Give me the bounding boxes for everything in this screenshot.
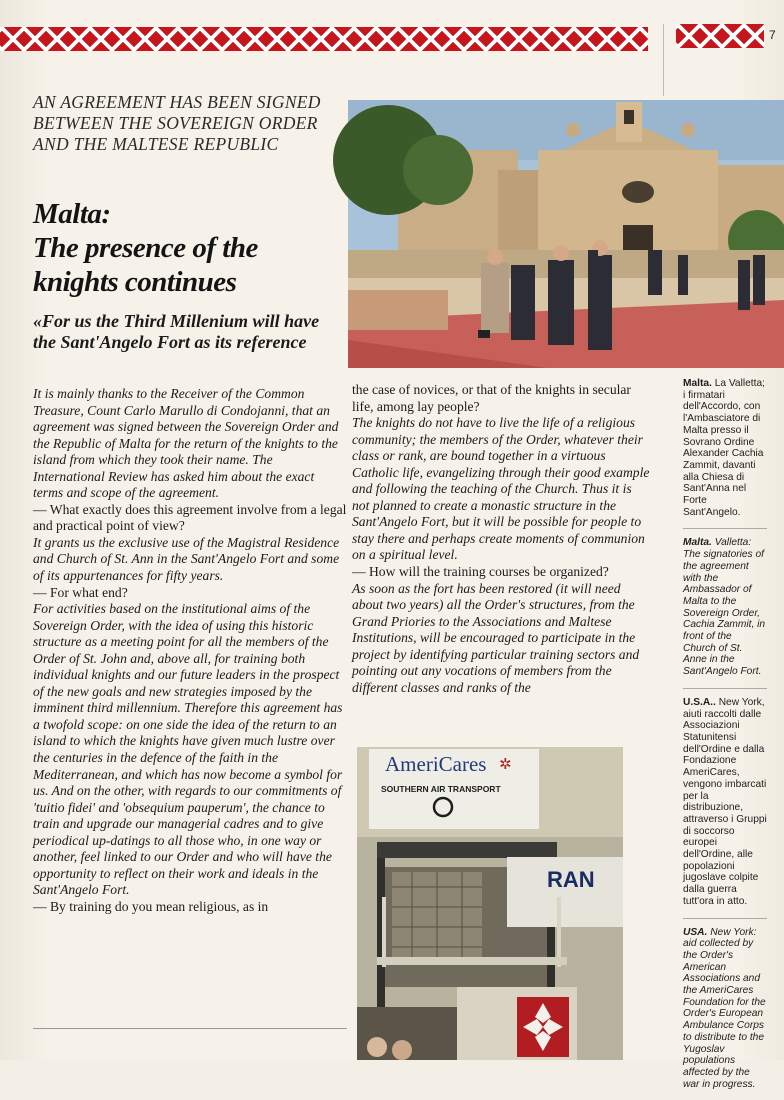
photo-signatories: [348, 100, 784, 368]
sign-brand: AmeriCares: [385, 752, 487, 776]
kicker: AN AGREEMENT HAS BEEN SIGNED BETWEEN THE SOVEREIGN ORDER AND THE MALTESE REPUBLIC: [33, 92, 321, 154]
answer-paragraph: As soon as the fort has been restored (it will need about two years) all the Order's structures, from the Grand Priories to the Associations and Maltese Institutions, will be encouraged to participate in the project by identifying particular training sectors and pointing out any vocations of members from the different classes and ranks of the: [352, 580, 640, 695]
caption-usa-english: [683, 927, 767, 1091]
caption-text: New York: aid collected by the Order's American Associations and the AmeriCares Foundation for the Order's European Ambulance Corps to distribute to the Yugoslav populations affected by the war in progress.: [683, 926, 766, 1090]
body-column-1: [33, 386, 347, 916]
sign-subtitle: SOUTHERN AIR TRANSPORT: [381, 784, 501, 794]
caption-lead: Malta.: [683, 537, 712, 549]
headline-line: The presence of the: [33, 232, 258, 264]
caption-divider: [683, 688, 767, 689]
answer-paragraph: The knights do not have to live the life of a religious community; the members of the Order, whatever their class or rank, are bound together in a virtuous Catholic life, evangelizing through their good example and following the teaching of the Church. Thus it is not planned to create a monastic structure in the Sant'Angelo Fort, but it will be possible for people to stay there and perhaps create moments of communion on a spiritual level.: [352, 415, 650, 563]
sign-star-icon: ✲: [499, 755, 512, 773]
fuselage-lettering: RAN: [547, 867, 595, 892]
caption-lead: Malta.: [683, 378, 712, 389]
question-paragraph: — How will the training courses be organized?: [352, 564, 609, 580]
caption-malta-english: [683, 537, 767, 677]
divider: [663, 24, 664, 96]
caption-lead: USA.: [683, 926, 708, 938]
page-number: 7: [769, 28, 776, 42]
headline-line: knights continues: [33, 266, 237, 298]
question-paragraph: — For what end?: [33, 584, 128, 600]
headline-line: Malta:: [33, 198, 111, 230]
question-paragraph: — By training do you mean religious, as in: [33, 898, 269, 914]
body-column-2: [352, 382, 652, 696]
caption-text: La Valletta; i firmatari dell'Accordo, con l'Ambasciatore di Malta presso il Sovrano Ordine Alexander Cachia Zammit, davanti alla Chiesa di Sant'Anna nel Forte Sant'Angelo.: [683, 378, 765, 518]
caption-text: Valletta: The signatories of the agreement with the Ambassador of Malta to the Sovereign Order, Cachia Zammit, in front of the Church of St. Anne in the Sant'Angelo Fort.: [683, 537, 766, 678]
caption-usa-italian: [683, 697, 767, 908]
answer-paragraph: For activities based on the institutional aims of the Sovereign Order, with the idea of using this historic structure as a meeting point for all the members of the Order of St. John and, above all, for training both individual knights and our future leaders in the prospect of the new goals and new strategies imposed by the imminent third millennium. Therefore this agreement has a twofold scope: on one side the idea of the return to an island to which the knights have given much lustre over the centuries in the defence of the faith in the Mediterranean, and which has now become a symbol for us. And on the other, with regards to our commitments of 'tuitio fidei' and 'obsequium pauperum', the chance to train and upgrade our managerial cadres and to give periodical up-datings to all those who, in one way or another, feel linked to our Order and who will have the opportunity to reflect on their work and ideals in the Sant'Angelo Fort.: [33, 601, 343, 898]
answer-paragraph: It grants us the exclusive use of the Magistral Residence and Church of St. Ann in the Sant'Angelo Fort and some of its appurtenances for fifty years.: [33, 534, 340, 584]
answer-paragraph: It is mainly thanks to the Receiver of the Common Treasure, Count Carlo Marullo di Condojanni, that an agreement was signed between the Sovereign Order and the Republic of Malta for the return of the knights to the island from which they took their name. The International Review has asked him about the exact terms and scope of the agreement.: [33, 386, 339, 501]
headline: [33, 197, 343, 299]
standfirst: «For us the Third Millenium will have the Sant'Angelo Fort as its reference: [33, 311, 320, 352]
caption-lead: U.S.A..: [683, 696, 716, 708]
photo-americares-cargo: [357, 747, 623, 1060]
maltese-cross-ribbon: [0, 27, 648, 51]
column-rule: [33, 1028, 347, 1029]
caption-divider: [683, 918, 767, 919]
question-paragraph: — What exactly does this agreement involve from a legal and practical point of view?: [33, 501, 347, 534]
maltese-cross-ribbon-small: [676, 24, 764, 48]
caption-sidebar: [683, 378, 767, 1100]
caption-divider: [683, 528, 767, 529]
question-paragraph: the case of novices, or that of the knights in secular life, among lay people?: [352, 382, 631, 414]
caption-malta-italian: [683, 378, 767, 518]
caption-text: New York, aiuti raccolti dalle Associazioni Statunitensi dell'Ordine e dalla Fondazione AmeriCares, vengono imbarcati per la distribuzione, attraverso i Gruppi di soccorso europei dell'Ordine, alle popolazioni jugoslave colpite dalla guerra tutt'ora in atto.: [683, 696, 767, 907]
